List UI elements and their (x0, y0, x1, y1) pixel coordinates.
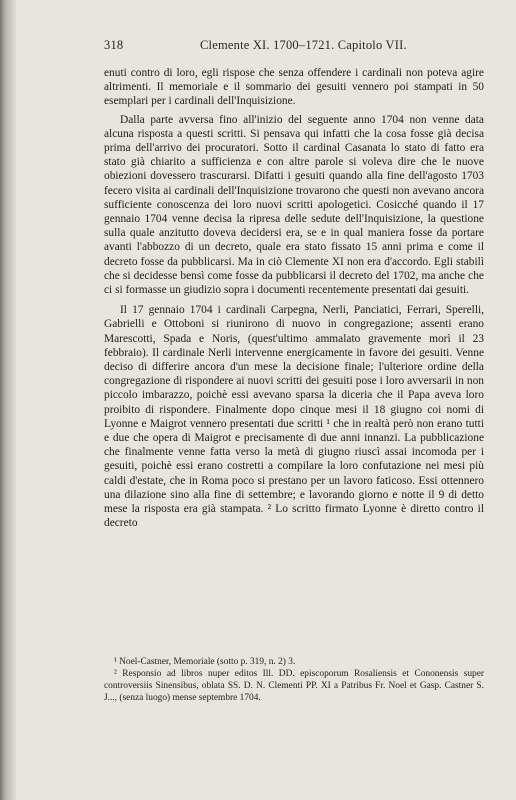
binding-shadow (0, 0, 16, 800)
paragraph: Dalla parte avversa fino all'inizio del seguente anno 1704 non venne data alcuna risposta a questi scritti. Si pensava qui infatti che la cosa fosse già decisa prima dell'arrivo dei procuratori. Sotto il cardinal Casanata lo stato di fatto era stato già chiarito a sufficienza e con altre parole si voleva dire che le nuove obiezioni dovessero trascurarsi. Difatti i gesuiti quando alla fine dell'agosto 1703 fecero visita ai cardinali dell'Inquisizione trovarono che questi non avevano ancora sufficiente conoscenza dei loro nuovi scritti apologetici. Cosicché quando il 17 gennaio 1704 venne decisa la ripresa delle sedute dell'Inquisizione, la questione sulla quale anzitutto doveva decidersi era, se e in qual maniera fosse da portare avanti l'abbozzo di un decreto, quale era stato fissato 15 anni prima e come il decreto fosse da pubblicarsi. Ma in ciò Clemente XI non era d'accordo. Egli stabilì che si decidesse bensì come fosse da pubblicarsi il decreto del 1702, ma anche che ci si formasse un giudizio sopra i documenti recentemente presentati dai gesuiti. (104, 113, 484, 297)
running-title: Clemente XI. 1700–1721. Capitolo VII. (200, 38, 407, 52)
footnote: ¹ Noel-Castner, Memoriale (sotto p. 319, n. 2) 3. (114, 657, 296, 667)
footnote: ² Responsio ad libros nuper editos Ill. DD. episcoporum Rosaliensis et Cononensis super controversiis Sinensibus, oblata SS. D. N. Clementi PP. XI a Patribus Fr. Noel et Gasp. Castner S. J..., (senza luogo) mense septembre 1704. (104, 669, 484, 703)
main-text (104, 66, 484, 531)
paragraph: Il 17 gennaio 1704 i cardinali Carpegna, Nerli, Panciatici, Ferrari, Sperelli, Gabrielli e Ottoboni si riunirono di nuovo in congregazione; assenti erano Marescotti, Spada e Noris, (quest'ultimo ammalato gravemente morì il 23 febbraio). Il cardinale Nerli intervenne energicamente in favore dei gesuiti. Venne deciso di differire ancora d'un mese la decisione finale; l'ulteriore ordine della congregazione di rispondere ai nuovi scritti dei gesuiti pose i loro avversarii in non piccolo imbarazzo, poichè essi avevano sparsa la diceria che il Papa aveva loro proibito di rispondere. Finalmente dopo cinque mesi il 18 giugno coi nomi di Lyonne e Maigrot vennero presentati due scritti ¹ che in realtà però non erano tutti e due che opera di Maigrot e precisamente di due anni innanzi. La pubblicazione che finalmente venne fatta verso la metà di giugno riuscì assai incomoda per i gesuiti, poichè essi erano costretti a compilare la loro confutazione nei mesi più caldi d'estate, che in Roma poco si prestano per un lavoro faticoso. Essi ottennero una dilazione sino alla fine di settembre; e lavorando giorno e notte il 9 di detto mese la risposta era già stampata. ² Lo scritto firmato Lyonne è diretto contro il decreto (104, 304, 484, 530)
footnotes (104, 656, 484, 704)
page-number: 318 (104, 38, 124, 52)
paragraph: enuti contro di loro, egli rispose che senza offendere i cardinali non poteva agire altrimenti. Il memoriale e il sommario dei gesuiti vennero poi stampati in 50 esemplari per i cardinali dell'Inquisizione. (104, 67, 484, 108)
